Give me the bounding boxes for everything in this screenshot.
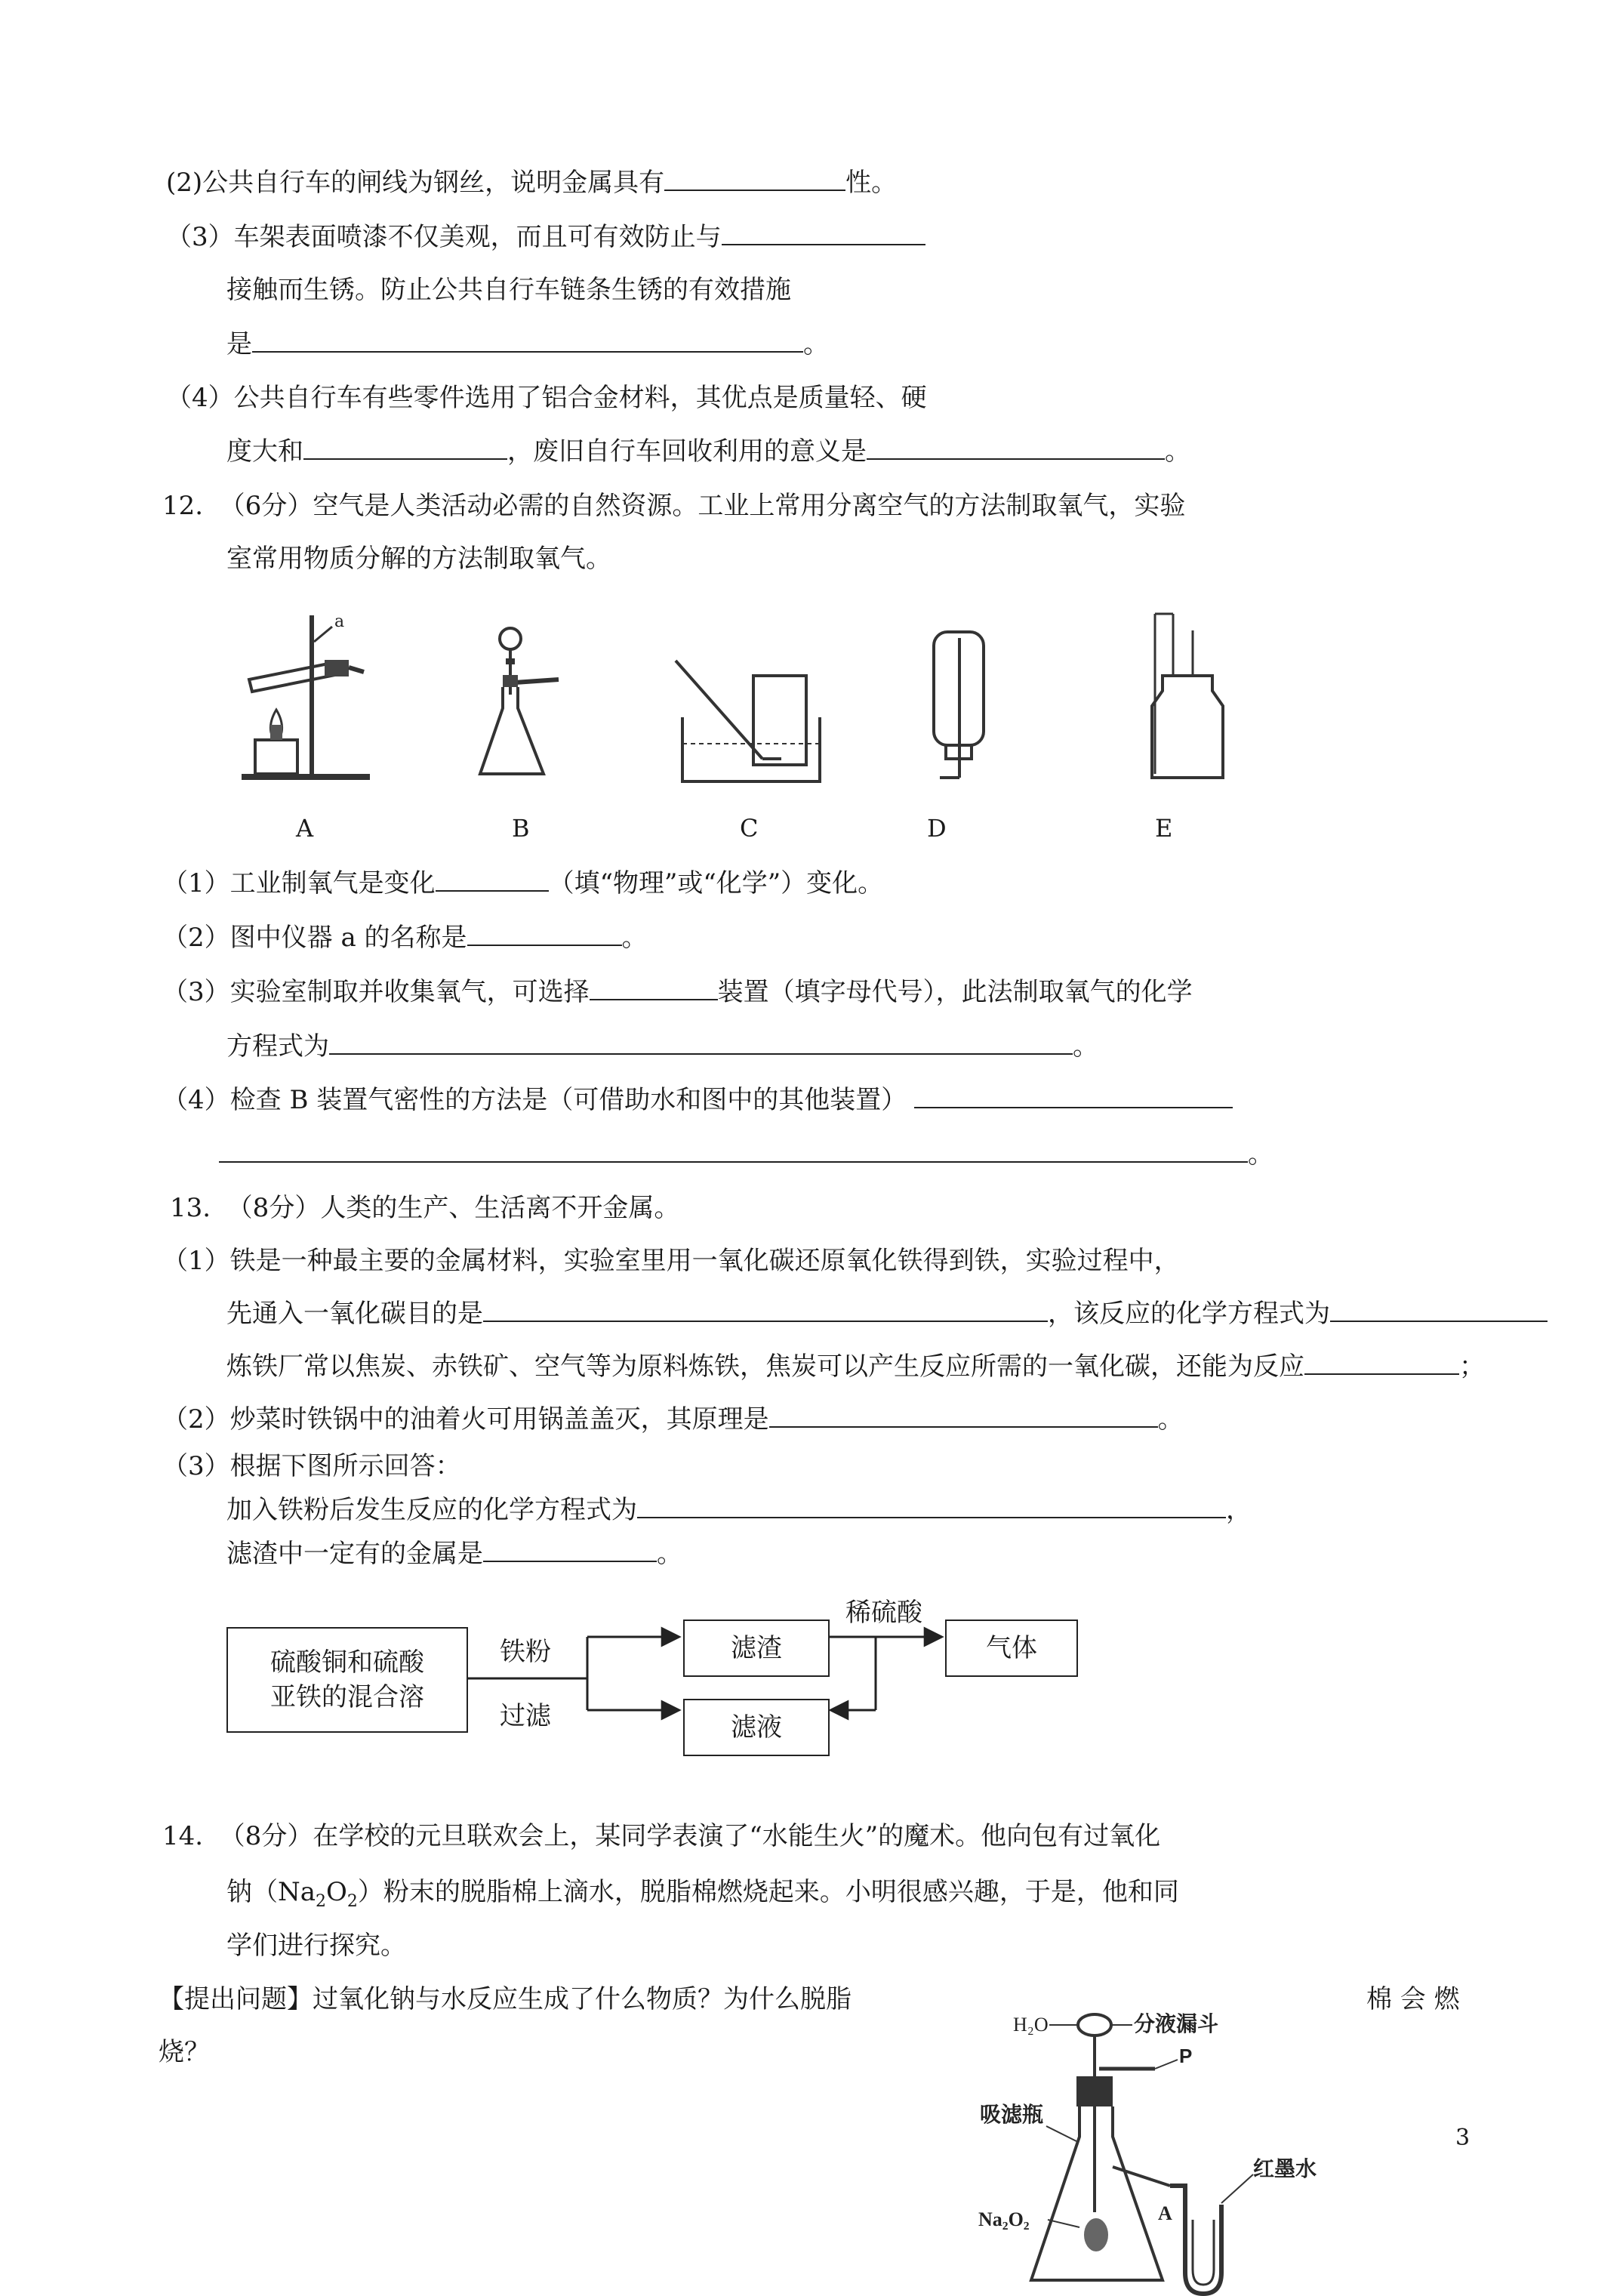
q13-part3-line2-suffix: ， xyxy=(1226,1495,1252,1525)
q13-part1-line2-mid: ，该反应的化学方程式为 xyxy=(1048,1299,1330,1329)
q11-part4-suffix: 。 xyxy=(1165,436,1190,467)
apparatus-label-e: E xyxy=(1155,814,1173,843)
q12-part3-text: （3）实验室制取并收集氧气，可选择 xyxy=(162,977,590,1007)
q14-label-funnel: 分液漏斗 xyxy=(1134,2013,1219,2036)
apparatus-label-d: D xyxy=(927,814,947,843)
q14-header-line3: 学们进行探究。 xyxy=(226,1931,406,1961)
q11-part2-suffix: 性。 xyxy=(845,168,898,198)
flow-label-dilute-acid: 稀硫酸 xyxy=(845,1598,922,1628)
q12-part2-text: （2）图中仪器 a 的名称是 xyxy=(162,923,467,953)
q12-part3-mid: 装置（填字母代号），此法制取氧气的化学 xyxy=(717,977,1193,1007)
q12-part3-line2-prefix: 方程式为 xyxy=(226,1031,329,1062)
flow-filtrate-box: 滤液 xyxy=(683,1699,830,1756)
q14-formula-sub2: 2 xyxy=(346,1891,358,1911)
flow-start-line1: 硫酸铜和硫酸 xyxy=(270,1647,424,1678)
q13-part1-line3-suffix: ； xyxy=(1459,1351,1485,1382)
q14-apparatus-diagram xyxy=(974,1993,1351,2295)
apparatus-a-mark: a xyxy=(334,612,345,631)
q14-question-line2: 烧？ xyxy=(159,2037,210,2067)
q14-header-line1: 14. （8分）在学校的元旦联欢会上，某同学表演了“水能生火”的魔术。他向包有过氧化 xyxy=(162,1821,1161,1851)
q11-part4-line1: （4）公共自行车有些零件选用了铝合金材料，其优点是质量轻、硬 xyxy=(166,383,927,413)
q11-part3-text: （3）车架表面喷漆不仅美观，而且可有效防止与 xyxy=(166,222,722,252)
flow-residue-box: 滤渣 xyxy=(683,1620,830,1677)
q14-label-water: H₂O xyxy=(1013,2014,1049,2036)
q14-question-line1-end: 棉 会 燃 xyxy=(1366,1984,1460,2014)
q12-header-line2: 室常用物质分解的方法制取氧气。 xyxy=(226,544,611,574)
q14-label-na2o2: Na₂O₂ xyxy=(978,2208,1030,2230)
q11-part2-text: (2)公共自行车的闸线为钢丝，说明金属具有 xyxy=(166,168,665,198)
flow-label-iron-powder: 铁粉 xyxy=(500,1637,551,1667)
q14-label-flask: 吸滤瓶 xyxy=(980,2103,1044,2127)
q13-part1-line1: （1）铁是一种最主要的金属材料，实验室里用一氧化碳还原氧化铁得到铁，实验过程中， xyxy=(162,1246,1180,1276)
apparatus-label-c: C xyxy=(740,814,759,843)
q13-part1-line2-text: 先通入一氧化碳目的是 xyxy=(226,1299,483,1329)
q14-label-p: P xyxy=(1179,2045,1193,2067)
q13-part2-suffix: 。 xyxy=(1157,1404,1184,1435)
q11-part3-line3-suffix: 。 xyxy=(803,329,829,359)
page-number: 3 xyxy=(1455,2125,1471,2151)
q14-label-ink: 红墨水 xyxy=(1253,2158,1317,2181)
q14-question-line1: 【提出问题】过氧化钠与水反应生成了什么物质？为什么脱脂 xyxy=(159,1984,852,2014)
q14-header-line2-text: ）粉末的脱脂棉上滴水，脱脂棉燃烧起来。小明很感兴趣，于是，他和同 xyxy=(357,1877,1179,1907)
q11-part4-prefix: 度大和 xyxy=(226,436,303,467)
q13-header: 13. （8分）人类的生产、生活离不开金属。 xyxy=(170,1193,680,1223)
q13-part3-line3-suffix: 。 xyxy=(657,1539,682,1569)
q13-part1-line3-text: 炼铁厂常以焦炭、赤铁矿、空气等为原料炼铁，焦炭可以产生反应所需的一氧化碳，还能为反应 xyxy=(226,1351,1304,1382)
q12-header-line1: 12. （6分）空气是人类活动必需的自然资源。工业上常用分离空气的方法制取氧气，实验 xyxy=(162,491,1186,521)
q11-part4-mid: ，废旧自行车回收利用的意义是 xyxy=(507,436,867,467)
q13-part3-line3-text: 滤渣中一定有的金属是 xyxy=(226,1539,483,1569)
q14-formula-o: O xyxy=(326,1877,347,1907)
flow-start-line2: 亚铁的混合溶 xyxy=(270,1682,424,1712)
q12-part4-text: （4）检查 B 装置气密性的方法是（可借助水和图中的其他装置） xyxy=(162,1085,907,1115)
apparatus-label-a: A xyxy=(296,814,314,843)
q14-label-a: A xyxy=(1158,2202,1172,2224)
q11-part3-line3-prefix: 是 xyxy=(226,329,252,359)
q14-formula-sub1: 2 xyxy=(316,1891,327,1911)
q12-part4-line2-suffix: 。 xyxy=(1248,1139,1273,1170)
apparatus-label-b: B xyxy=(512,814,530,843)
q14-formula-prefix: 钠（Na xyxy=(226,1877,316,1907)
q14-header-line2 xyxy=(226,1875,1179,1918)
q12-part1-suffix: （填“物理”或“化学”）变化。 xyxy=(548,868,884,898)
q13-part3-line2-text: 加入铁粉后发生反应的化学方程式为 xyxy=(226,1495,637,1525)
q11-part3-line2: 接触而生锈。防止公共自行车链条生锈的有效措施 xyxy=(226,275,791,305)
q12-part1-text: （1）工业制氧气是变化 xyxy=(162,868,436,898)
q12-part2-suffix: 。 xyxy=(621,923,648,953)
q13-part2-text: （2）炒菜时铁锅中的油着火可用锅盖盖灭，其原理是 xyxy=(162,1404,769,1435)
q12-part3-line2-suffix: 。 xyxy=(1073,1031,1098,1062)
flow-label-filter: 过滤 xyxy=(500,1701,551,1731)
q13-part3-line1: （3）根据下图所示回答： xyxy=(162,1451,461,1481)
flow-gas-box: 气体 xyxy=(945,1620,1078,1677)
